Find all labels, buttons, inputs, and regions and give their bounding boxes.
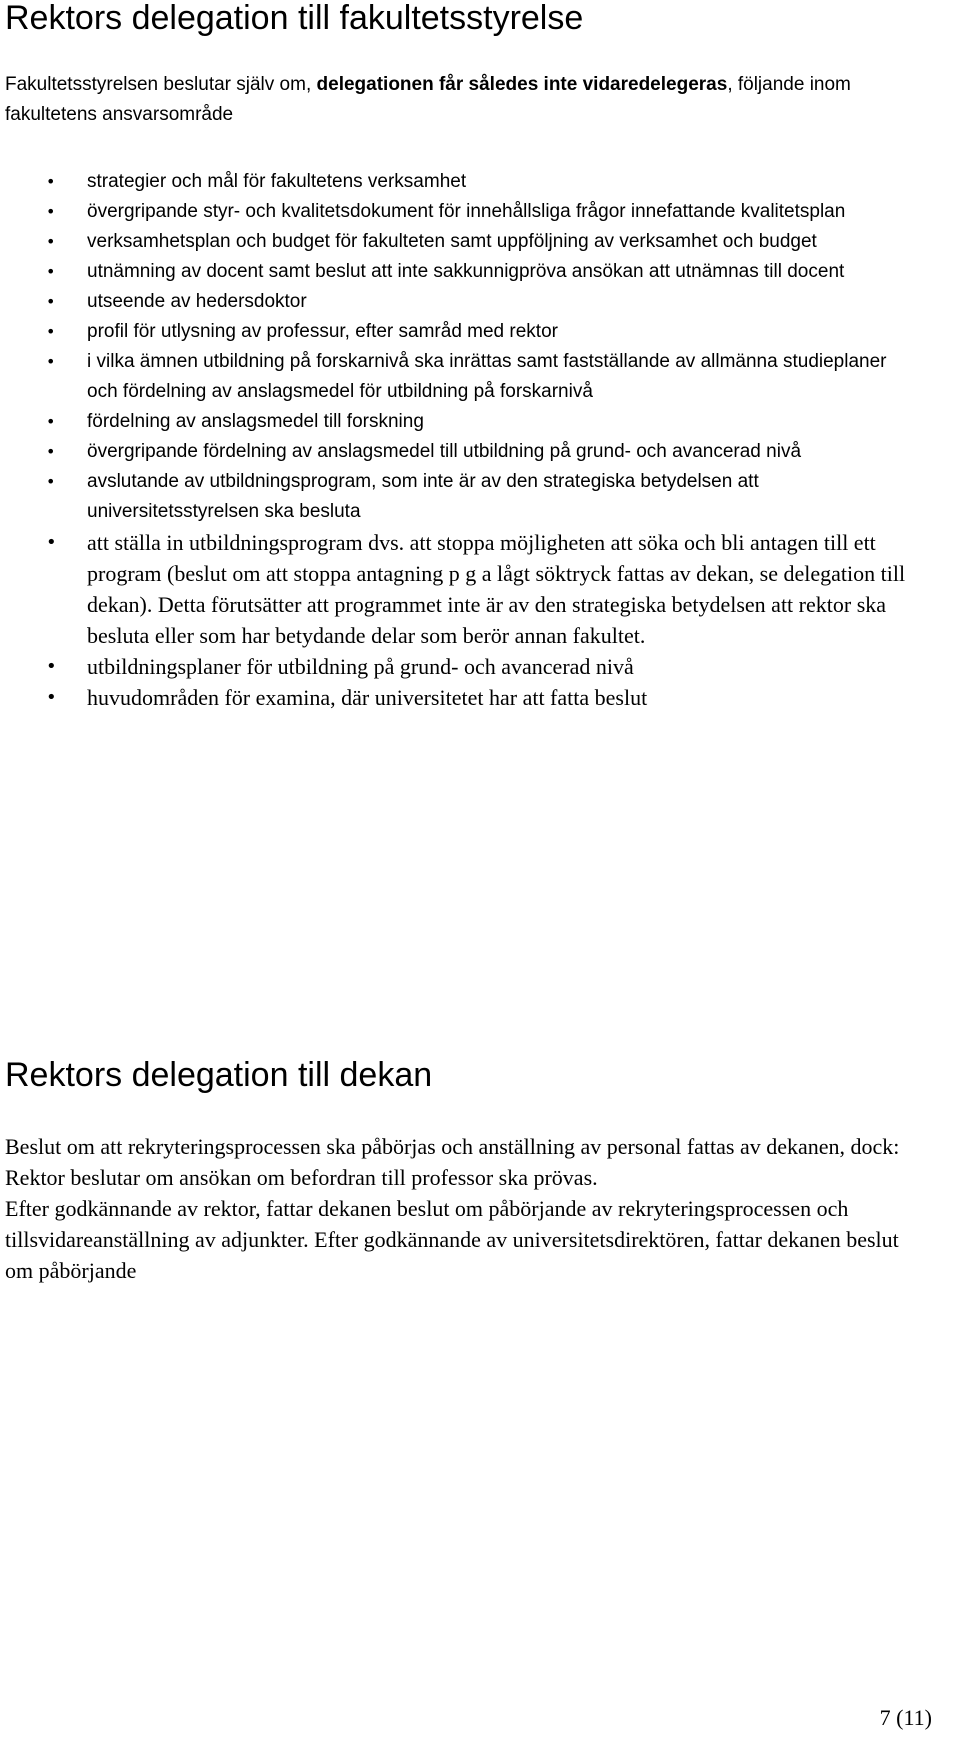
list-item bbox=[0, 257, 920, 287]
paragraph: Beslut om att rekryteringsprocessen ska påbörjas och anställning av personal fattas av dekanen, dock: bbox=[5, 1134, 900, 1159]
list-item bbox=[0, 527, 920, 651]
list-item bbox=[0, 197, 920, 227]
list-item bbox=[0, 347, 920, 407]
bullet-icon: • bbox=[46, 202, 56, 221]
list-item bbox=[0, 407, 920, 437]
list-item-text: huvudområden för examina, där universitetet har att fatta beslut bbox=[87, 685, 648, 710]
list-item bbox=[0, 317, 920, 347]
list-item bbox=[0, 167, 920, 197]
bullet-icon: • bbox=[46, 472, 56, 491]
list-item bbox=[0, 227, 920, 257]
dean-delegation-body bbox=[5, 1131, 925, 1286]
list-item-text: övergripande styr- och kvalitetsdokument för innehållsliga frågor innefattande kvalitetsplan bbox=[87, 201, 846, 222]
list-item bbox=[0, 437, 920, 467]
delegation-list bbox=[0, 167, 920, 713]
bullet-icon: • bbox=[46, 352, 56, 371]
bullet-icon: • bbox=[46, 172, 56, 191]
list-item-text: i vilka ämnen utbildning på forskarnivå ska inrättas samt fastställande av allmänna studieplaner och fördelning av anslagsmedel för utbildning på forskarnivå bbox=[87, 351, 887, 402]
list-item bbox=[0, 287, 920, 317]
intro-text-2: , följande inom fakultetens ansvarsområde bbox=[5, 74, 851, 125]
bullet-icon: • bbox=[46, 656, 57, 677]
bullet-icon: • bbox=[46, 532, 57, 553]
list-item bbox=[0, 467, 920, 527]
page-number: 7 (11) bbox=[879, 1705, 932, 1730]
paragraph: Rektor beslutar om ansökan om befordran till professor ska prövas. bbox=[5, 1165, 598, 1190]
intro-text-1: Fakultetsstyrelsen beslutar själv om, bbox=[5, 74, 317, 95]
list-item-text: verksamhetsplan och budget för fakulteten samt uppföljning av verksamhet och budget bbox=[87, 231, 817, 252]
intro-bold-text: delegationen får således inte vidaredelegeras bbox=[316, 74, 728, 95]
list-item-text: profil för utlysning av professur, efter samråd med rektor bbox=[87, 321, 558, 342]
list-item-text: utnämning av docent samt beslut att inte sakkunnigpröva ansökan att utnämnas till docent bbox=[87, 261, 845, 282]
bullet-icon: • bbox=[46, 442, 56, 461]
heading-faculty-delegation: Rektors delegation till fakultetsstyrelse bbox=[5, 0, 584, 37]
bullet-icon: • bbox=[46, 322, 56, 341]
bullet-icon: • bbox=[46, 262, 56, 281]
list-item bbox=[0, 682, 920, 713]
list-item-text: utseende av hedersdoktor bbox=[87, 291, 307, 312]
bullet-icon: • bbox=[46, 292, 56, 311]
list-item-text: att ställa in utbildningsprogram dvs. att stoppa möjligheten att söka och bli antagen till ett program (beslut om att stoppa antagning p g a lågt söktryck fattas av dekan, se delegation till dekan). Detta förutsätter att programmet inte är av den strategiska betydelsen att rektor ska besluta eller som har betydande delar som berör annan fakultet. bbox=[87, 530, 906, 648]
bullet-icon: • bbox=[46, 687, 57, 708]
heading-dean-delegation: Rektors delegation till dekan bbox=[5, 1056, 433, 1094]
paragraph: Efter godkännande av rektor, fattar dekanen beslut om påbörjande av rekryteringsprocessen och tillsvidareanställning av adjunkter. Efter godkännande av universitetsdirektören, fattar dekanen beslut om påbörjande bbox=[5, 1196, 899, 1283]
list-item-text: övergripande fördelning av anslagsmedel till utbildning på grund- och avancerad nivå bbox=[87, 441, 802, 462]
list-item bbox=[0, 651, 920, 682]
list-item-text: utbildningsplaner för utbildning på grund- och avancerad nivå bbox=[87, 654, 634, 679]
bullet-icon: • bbox=[46, 412, 56, 431]
list-item-text: strategier och mål för fakultetens verksamhet bbox=[87, 171, 467, 192]
intro-paragraph bbox=[5, 70, 905, 130]
bullet-icon: • bbox=[46, 232, 56, 251]
list-item-text: avslutande av utbildningsprogram, som inte är av den strategiska betydelsen att universitetsstyrelsen ska besluta bbox=[87, 471, 759, 522]
list-item-text: fördelning av anslagsmedel till forskning bbox=[87, 411, 424, 432]
